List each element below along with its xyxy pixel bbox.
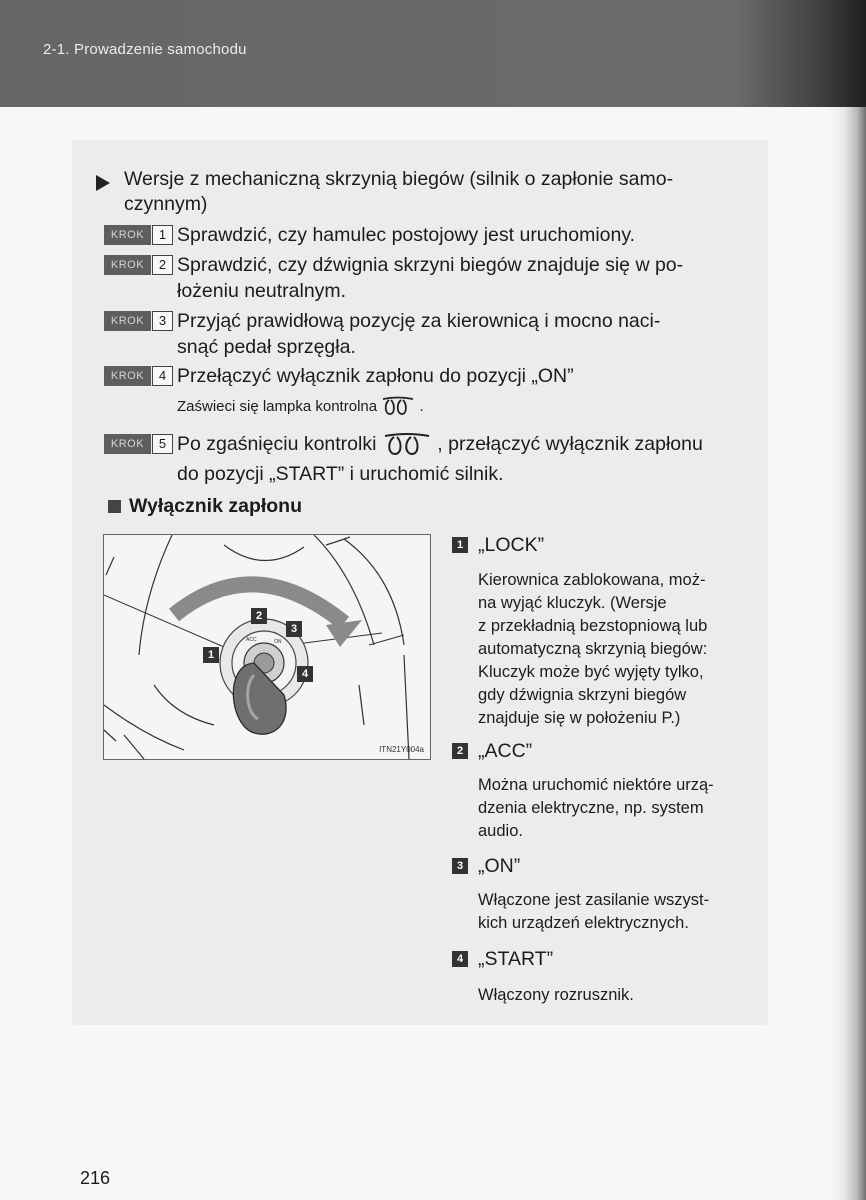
ignition-switch-illustration: [103, 534, 431, 760]
description-line: audio.: [478, 822, 523, 840]
step-1-badge: [104, 225, 172, 245]
section-title: Wyłącznik zapłonu: [129, 495, 303, 517]
step-5-text-before: Po zgaśnięciu kontrolki: [177, 433, 377, 455]
krok-label: KROK: [104, 255, 151, 275]
bullet-triangle-icon: [96, 175, 110, 191]
description-line: Kierownica zablokowana, moż-: [478, 571, 706, 589]
step-5-text-after: , przełączyć wyłącznik zapłonu: [437, 433, 703, 455]
position-1-badge: 1: [452, 537, 468, 553]
step-5-text-line-2: do pozycji „START” i uruchomić silnik.: [177, 463, 504, 485]
step-4-badge: [104, 366, 172, 386]
step-5-badge: [104, 434, 172, 454]
position-3-badge: 3: [452, 858, 468, 874]
position-2-title: „ACC”: [478, 740, 533, 762]
step-number: 5: [152, 434, 173, 454]
svg-text:ACC: ACC: [246, 637, 257, 643]
figure-badge-4: 4: [297, 666, 313, 682]
description-line: gdy dźwignia skrzyni biegów: [478, 686, 687, 704]
krok-label: KROK: [104, 311, 151, 331]
description-line: na wyjąć kluczyk. (Wersje: [478, 594, 667, 612]
step-2-text-line-2: łożeniu neutralnym.: [177, 280, 347, 302]
step-3-text-line-2: snąć pedał sprzęgła.: [177, 336, 356, 358]
step-number: 1: [152, 225, 173, 245]
description-line: Można uruchomić niektóre urzą-: [478, 776, 714, 794]
step-4-note: [177, 396, 424, 418]
description-line: z przekładnią bezstopniową lub: [478, 617, 708, 635]
step-4-text: Przełączyć wyłącznik zapłonu do pozycji „ON”: [177, 365, 574, 387]
description-line: Włączony rozrusznik.: [478, 986, 634, 1004]
krok-label: KROK: [104, 225, 151, 245]
position-4-title: „START”: [478, 948, 554, 970]
step-number: 3: [152, 311, 173, 331]
krok-label: KROK: [104, 434, 151, 454]
position-3-description: [478, 889, 746, 935]
position-2-badge: 2: [452, 743, 468, 759]
description-line: Kluczyk może być wyjęty tylko,: [478, 663, 704, 681]
figure-caption: ITN21Y004a: [379, 745, 424, 754]
position-1-description: [478, 569, 746, 730]
position-3-title: „ON”: [478, 855, 521, 877]
step-number: 4: [152, 366, 173, 386]
figure-badge-2: 2: [251, 608, 267, 624]
description-line: znajduje się w położeniu P.): [478, 709, 681, 727]
krok-label: KROK: [104, 366, 151, 386]
ignition-drawing: [104, 535, 430, 759]
figure-badge-1: 1: [203, 647, 219, 663]
description-line: kich urządzeń elektrycznych.: [478, 914, 689, 932]
step-3-badge: [104, 311, 172, 331]
header-title: 2-1. Prowadzenie samochodu: [43, 41, 247, 58]
step-number: 2: [152, 255, 173, 275]
position-1-title: „LOCK”: [478, 534, 545, 556]
step-3-text-line-1: Przyjąć prawidłową pozycję za kierownicą i mocno naci-: [177, 310, 661, 332]
position-4-badge: 4: [452, 951, 468, 967]
section-square-icon: [108, 500, 121, 513]
intro-line-2: czynnym): [124, 193, 208, 215]
intro-line-1: Wersje z mechaniczną skrzynią biegów (silnik o zapłonie samo-: [124, 168, 674, 190]
position-4-description: [478, 984, 746, 1007]
step-2-badge: [104, 255, 172, 275]
description-line: automatyczną skrzynią biegów:: [478, 640, 708, 658]
glow-indicator-icon: [382, 432, 432, 458]
figure-badge-3: 3: [286, 621, 302, 637]
step-1-text: Sprawdzić, czy hamulec postojowy jest uruchomiony.: [177, 224, 636, 246]
step-4-note-end: .: [419, 397, 424, 415]
description-line: Włączone jest zasilanie wszyst-: [478, 891, 710, 909]
position-2-description: [478, 774, 746, 843]
glow-indicator-icon: [381, 396, 415, 418]
page-number: 216: [80, 1168, 111, 1188]
svg-text:ON: ON: [274, 639, 282, 645]
step-4-note-text: Zaświeci się lampka kontrolna: [177, 397, 378, 415]
description-line: dzenia elektryczne, np. system: [478, 799, 704, 817]
step-5-text-line-1: [177, 431, 703, 458]
step-2-text-line-1: Sprawdzić, czy dźwignia skrzyni biegów znajduje się w po-: [177, 254, 684, 276]
